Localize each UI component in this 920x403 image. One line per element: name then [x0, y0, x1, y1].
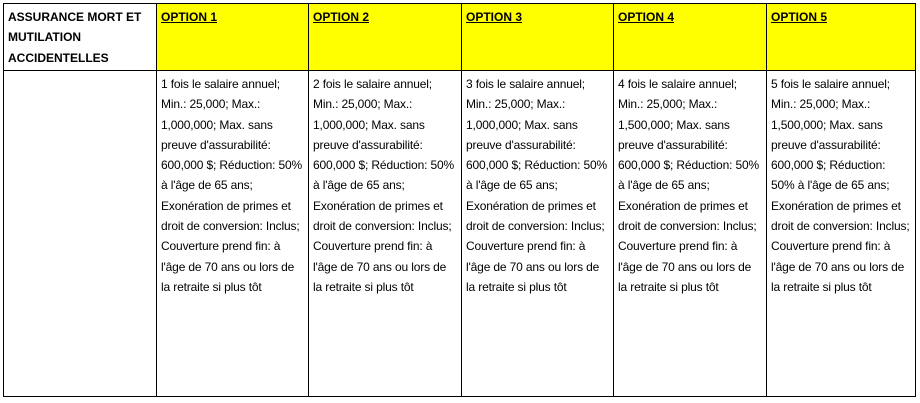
option-2-header: OPTION 2	[309, 4, 462, 71]
option-5-details: 5 fois le salaire annuel; Min.: 25,000; Max.: 1,500,000; Max. sans preuve d'assurabilité: 600,000 $; Réduction: 50% à l'âge de 65 ans; Exonération de primes et droit de conversion: Inclus; Couverture prend fin: à l'âge de 70 ans ou lors de la retraite si plus tôt	[767, 71, 916, 397]
option-3-details: 3 fois le salaire annuel; Min.: 25,000; Max.: 1,000,000; Max. sans preuve d'assurabilité: 600,000 $; Réduction: 50% à l'âge de 65 ans; Exonération de primes et droit de conversion: Inclus; Couverture prend fin: à l'âge de 70 ans ou lors de la retraite si plus tôt	[462, 71, 614, 397]
coverage-type-header: ASSURANCE MORT ET MUTILATION ACCIDENTELLES	[4, 4, 157, 71]
option-3-header: OPTION 3	[462, 4, 614, 71]
empty-label-cell	[4, 71, 157, 397]
option-4-header: OPTION 4	[614, 4, 767, 71]
option-4-details: 4 fois le salaire annuel; Min.: 25,000; Max.: 1,500,000; Max. sans preuve d'assurabilité: 600,000 $; Réduction: 50% à l'âge de 65 ans; Exonération de primes et droit de conversion: Inclus; Couverture prend fin: à l'âge de 70 ans ou lors de la retraite si plus tôt	[614, 71, 767, 397]
option-2-details: 2 fois le salaire annuel; Min.: 25,000; Max.: 1,000,000; Max. sans preuve d'assurabilité: 600,000 $; Réduction: 50% à l'âge de 65 ans; Exonération de primes et droit de conversion: Inclus; Couverture prend fin: à l'âge de 70 ans ou lors de la retraite si plus tôt	[309, 71, 462, 397]
benefit-options-table	[3, 3, 916, 397]
option-1-header: OPTION 1	[157, 4, 309, 71]
table-header-row	[4, 4, 916, 71]
table-row	[4, 71, 916, 397]
option-5-header: OPTION 5	[767, 4, 916, 71]
option-1-details: 1 fois le salaire annuel; Min.: 25,000; Max.: 1,000,000; Max. sans preuve d'assurabilité: 600,000 $; Réduction: 50% à l'âge de 65 ans; Exonération de primes et droit de conversion: Inclus; Couverture prend fin: à l'âge de 70 ans ou lors de la retraite si plus tôt	[157, 71, 309, 397]
